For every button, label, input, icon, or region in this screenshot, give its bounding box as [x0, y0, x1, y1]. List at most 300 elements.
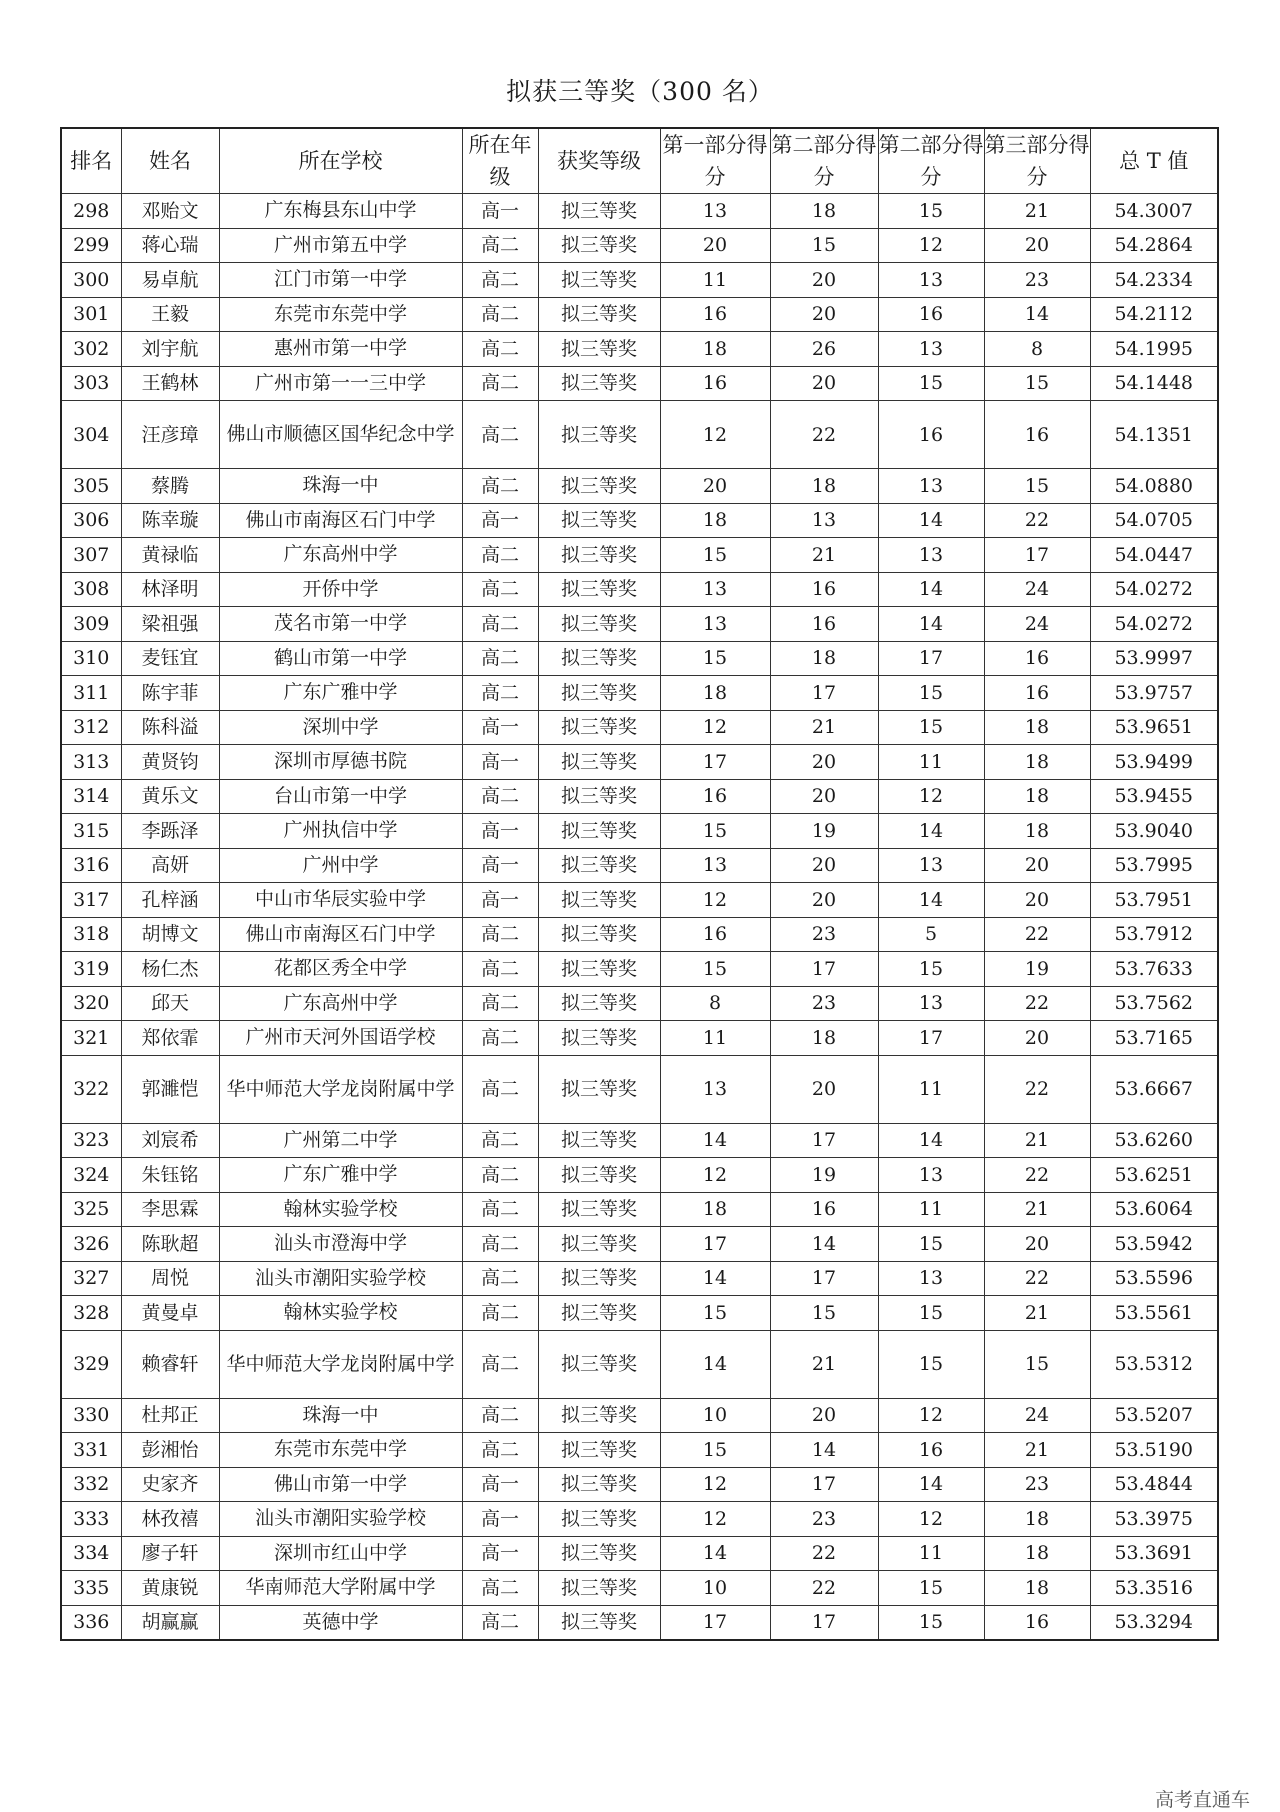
- school-cell: 佛山市第一中学: [219, 1467, 462, 1502]
- total-t-cell: 53.7165: [1090, 1021, 1218, 1056]
- rank-cell: 325: [61, 1192, 121, 1227]
- award-cell: 拟三等奖: [538, 366, 660, 401]
- name-cell: 易卓航: [121, 263, 219, 298]
- award-cell: 拟三等奖: [538, 401, 660, 469]
- award-cell: 拟三等奖: [538, 572, 660, 607]
- total-t-cell: 54.1995: [1090, 332, 1218, 367]
- part3-score-cell: 18: [984, 1502, 1090, 1537]
- name-cell: 刘宇航: [121, 332, 219, 367]
- part2-score-cell: 20: [770, 1055, 878, 1123]
- rank-cell: 320: [61, 986, 121, 1021]
- part2b-score-cell: 15: [878, 1227, 984, 1262]
- school-cell: 广州市第一一三中学: [219, 366, 462, 401]
- award-cell: 拟三等奖: [538, 228, 660, 263]
- award-cell: 拟三等奖: [538, 1330, 660, 1398]
- grade-cell: 高一: [462, 1536, 538, 1571]
- grade-cell: 高二: [462, 538, 538, 573]
- part2-score-cell: 20: [770, 779, 878, 814]
- part2b-score-cell: 13: [878, 469, 984, 504]
- total-t-cell: 53.7912: [1090, 917, 1218, 952]
- part3-score-cell: 16: [984, 1605, 1090, 1640]
- part2-score-cell: 21: [770, 1330, 878, 1398]
- table-row: [61, 1123, 1218, 1158]
- total-t-cell: 53.5596: [1090, 1261, 1218, 1296]
- rank-cell: 335: [61, 1571, 121, 1606]
- part3-score-cell: 21: [984, 1123, 1090, 1158]
- grade-cell: 高二: [462, 1433, 538, 1468]
- table-row: [61, 676, 1218, 711]
- part1-score-cell: 14: [660, 1330, 770, 1398]
- name-cell: 林孜禧: [121, 1502, 219, 1537]
- part2b-score-cell: 14: [878, 814, 984, 849]
- table-row: [61, 332, 1218, 367]
- table-row: [61, 503, 1218, 538]
- part3-score-cell: 17: [984, 538, 1090, 573]
- rank-cell: 303: [61, 366, 121, 401]
- total-t-cell: 53.5561: [1090, 1296, 1218, 1331]
- total-t-cell: 53.5207: [1090, 1398, 1218, 1433]
- total-t-cell: 53.9455: [1090, 779, 1218, 814]
- part1-score-cell: 15: [660, 641, 770, 676]
- rank-cell: 318: [61, 917, 121, 952]
- total-t-cell: 53.9651: [1090, 710, 1218, 745]
- part2-score-cell: 22: [770, 1536, 878, 1571]
- school-cell: 广州执信中学: [219, 814, 462, 849]
- part1-score-cell: 11: [660, 1021, 770, 1056]
- school-cell: 茂名市第一中学: [219, 607, 462, 642]
- part2-score-cell: 23: [770, 1502, 878, 1537]
- part1-score-cell: 16: [660, 779, 770, 814]
- award-cell: 拟三等奖: [538, 297, 660, 332]
- grade-cell: 高二: [462, 641, 538, 676]
- name-cell: 周悦: [121, 1261, 219, 1296]
- table-row: [61, 1227, 1218, 1262]
- total-t-cell: 53.7995: [1090, 848, 1218, 883]
- part2-score-cell: 17: [770, 1261, 878, 1296]
- part1-score-cell: 11: [660, 263, 770, 298]
- table-row: [61, 1605, 1218, 1640]
- table-row: [61, 1261, 1218, 1296]
- name-cell: 黄曼卓: [121, 1296, 219, 1331]
- school-cell: 珠海一中: [219, 469, 462, 504]
- part3-score-cell: 20: [984, 228, 1090, 263]
- part2b-score-cell: 15: [878, 710, 984, 745]
- part1-score-cell: 13: [660, 194, 770, 229]
- award-cell: 拟三等奖: [538, 1502, 660, 1537]
- part2b-score-cell: 16: [878, 1433, 984, 1468]
- name-cell: 赖睿轩: [121, 1330, 219, 1398]
- part2-score-cell: 18: [770, 1021, 878, 1056]
- part2-score-cell: 18: [770, 641, 878, 676]
- part2-score-cell: 26: [770, 332, 878, 367]
- part3-score-cell: 24: [984, 1398, 1090, 1433]
- rank-cell: 324: [61, 1158, 121, 1193]
- name-cell: 陈科溢: [121, 710, 219, 745]
- grade-cell: 高二: [462, 607, 538, 642]
- part2b-score-cell: 13: [878, 1158, 984, 1193]
- table-row: [61, 1536, 1218, 1571]
- part1-score-cell: 17: [660, 1227, 770, 1262]
- rank-cell: 300: [61, 263, 121, 298]
- school-cell: 汕头市澄海中学: [219, 1227, 462, 1262]
- part1-score-cell: 10: [660, 1571, 770, 1606]
- name-cell: 胡赢赢: [121, 1605, 219, 1640]
- award-cell: 拟三等奖: [538, 641, 660, 676]
- name-cell: 朱钰铭: [121, 1158, 219, 1193]
- part1-score-cell: 17: [660, 745, 770, 780]
- part2-score-cell: 13: [770, 503, 878, 538]
- part3-score-cell: 16: [984, 641, 1090, 676]
- rank-cell: 314: [61, 779, 121, 814]
- part3-score-cell: 24: [984, 607, 1090, 642]
- school-cell: 广州市天河外国语学校: [219, 1021, 462, 1056]
- rank-cell: 328: [61, 1296, 121, 1331]
- table-row: [61, 1192, 1218, 1227]
- part3-score-cell: 19: [984, 952, 1090, 987]
- table-row: [61, 745, 1218, 780]
- award-cell: 拟三等奖: [538, 332, 660, 367]
- part3-score-cell: 20: [984, 883, 1090, 918]
- grade-cell: 高一: [462, 745, 538, 780]
- grade-cell: 高二: [462, 986, 538, 1021]
- rank-cell: 336: [61, 1605, 121, 1640]
- award-cell: 拟三等奖: [538, 1021, 660, 1056]
- part2-score-cell: 16: [770, 607, 878, 642]
- table-row: [61, 1502, 1218, 1537]
- school-cell: 翰林实验学校: [219, 1296, 462, 1331]
- part1-score-cell: 18: [660, 676, 770, 711]
- part2b-score-cell: 14: [878, 1467, 984, 1502]
- part3-score-cell: 22: [984, 986, 1090, 1021]
- part2b-score-cell: 13: [878, 1261, 984, 1296]
- school-cell: 佛山市南海区石门中学: [219, 917, 462, 952]
- part2-score-cell: 16: [770, 1192, 878, 1227]
- part2-score-cell: 19: [770, 814, 878, 849]
- grade-cell: 高二: [462, 401, 538, 469]
- rank-cell: 305: [61, 469, 121, 504]
- part1-score-cell: 12: [660, 401, 770, 469]
- table-row: [61, 194, 1218, 229]
- name-cell: 黄禄临: [121, 538, 219, 573]
- name-cell: 王鹤林: [121, 366, 219, 401]
- part3-score-cell: 18: [984, 710, 1090, 745]
- school-cell: 广东梅县东山中学: [219, 194, 462, 229]
- part3-score-cell: 22: [984, 1158, 1090, 1193]
- name-cell: 黄贤钧: [121, 745, 219, 780]
- part2-score-cell: 23: [770, 986, 878, 1021]
- school-cell: 华中师范大学龙岗附属中学: [219, 1330, 462, 1398]
- grade-cell: 高二: [462, 1192, 538, 1227]
- school-cell: 汕头市潮阳实验学校: [219, 1261, 462, 1296]
- table-row: [61, 401, 1218, 469]
- part3-score-cell: 18: [984, 814, 1090, 849]
- rank-cell: 330: [61, 1398, 121, 1433]
- rank-cell: 315: [61, 814, 121, 849]
- rank-cell: 306: [61, 503, 121, 538]
- name-cell: 汪彦璋: [121, 401, 219, 469]
- table-row: [61, 1398, 1218, 1433]
- part2-score-cell: 20: [770, 848, 878, 883]
- grade-cell: 高二: [462, 1123, 538, 1158]
- grade-cell: 高二: [462, 1261, 538, 1296]
- part2-score-cell: 20: [770, 263, 878, 298]
- school-cell: 翰林实验学校: [219, 1192, 462, 1227]
- school-cell: 佛山市南海区石门中学: [219, 503, 462, 538]
- total-t-cell: 53.6667: [1090, 1055, 1218, 1123]
- table-body: [61, 194, 1218, 1641]
- part1-score-cell: 15: [660, 1433, 770, 1468]
- name-cell: 刘宸希: [121, 1123, 219, 1158]
- award-cell: 拟三等奖: [538, 1536, 660, 1571]
- part2b-score-cell: 14: [878, 503, 984, 538]
- name-cell: 孔梓涵: [121, 883, 219, 918]
- table-row: [61, 366, 1218, 401]
- award-cell: 拟三等奖: [538, 883, 660, 918]
- header-col-grade: 所在年级: [462, 128, 538, 194]
- total-t-cell: 54.0447: [1090, 538, 1218, 573]
- name-cell: 廖子轩: [121, 1536, 219, 1571]
- table-row: [61, 263, 1218, 298]
- part2b-score-cell: 15: [878, 194, 984, 229]
- page-title: 拟获三等奖（300 名）: [506, 77, 774, 106]
- part3-score-cell: 22: [984, 1261, 1090, 1296]
- header-col-part1: 第一部分得分: [660, 128, 770, 194]
- award-cell: 拟三等奖: [538, 1605, 660, 1640]
- grade-cell: 高二: [462, 1055, 538, 1123]
- grade-cell: 高一: [462, 814, 538, 849]
- school-cell: 台山市第一中学: [219, 779, 462, 814]
- part2b-score-cell: 11: [878, 745, 984, 780]
- grade-cell: 高二: [462, 366, 538, 401]
- part2-score-cell: 19: [770, 1158, 878, 1193]
- name-cell: 陈幸璇: [121, 503, 219, 538]
- school-cell: 开侨中学: [219, 572, 462, 607]
- school-cell: 广州第二中学: [219, 1123, 462, 1158]
- header-col-part2: 第二部分得分: [770, 128, 878, 194]
- rank-cell: 329: [61, 1330, 121, 1398]
- school-cell: 珠海一中: [219, 1398, 462, 1433]
- total-t-cell: 54.2334: [1090, 263, 1218, 298]
- total-t-cell: 53.6251: [1090, 1158, 1218, 1193]
- name-cell: 邱天: [121, 986, 219, 1021]
- school-cell: 华中师范大学龙岗附属中学: [219, 1055, 462, 1123]
- grade-cell: 高二: [462, 228, 538, 263]
- part2b-score-cell: 12: [878, 779, 984, 814]
- name-cell: 黄康锐: [121, 1571, 219, 1606]
- name-cell: 彭湘怡: [121, 1433, 219, 1468]
- total-t-cell: 53.9757: [1090, 676, 1218, 711]
- grade-cell: 高二: [462, 1330, 538, 1398]
- rank-cell: 332: [61, 1467, 121, 1502]
- part3-score-cell: 22: [984, 917, 1090, 952]
- part2b-score-cell: 14: [878, 883, 984, 918]
- table-row: [61, 228, 1218, 263]
- rank-cell: 313: [61, 745, 121, 780]
- name-cell: 郑依霏: [121, 1021, 219, 1056]
- part1-score-cell: 14: [660, 1536, 770, 1571]
- name-cell: 胡博文: [121, 917, 219, 952]
- rank-cell: 333: [61, 1502, 121, 1537]
- part1-score-cell: 13: [660, 848, 770, 883]
- grade-cell: 高二: [462, 1605, 538, 1640]
- school-cell: 广东高州中学: [219, 986, 462, 1021]
- part1-score-cell: 12: [660, 883, 770, 918]
- award-cell: 拟三等奖: [538, 1296, 660, 1331]
- part2b-score-cell: 13: [878, 986, 984, 1021]
- grade-cell: 高二: [462, 1227, 538, 1262]
- part3-score-cell: 16: [984, 676, 1090, 711]
- rank-cell: 327: [61, 1261, 121, 1296]
- table-row: [61, 710, 1218, 745]
- total-t-cell: 53.6260: [1090, 1123, 1218, 1158]
- part3-score-cell: 21: [984, 1433, 1090, 1468]
- part2-score-cell: 20: [770, 297, 878, 332]
- rank-cell: 298: [61, 194, 121, 229]
- award-cell: 拟三等奖: [538, 194, 660, 229]
- part2b-score-cell: 15: [878, 1605, 984, 1640]
- part2-score-cell: 21: [770, 538, 878, 573]
- award-cell: 拟三等奖: [538, 710, 660, 745]
- part2b-score-cell: 17: [878, 641, 984, 676]
- part3-score-cell: 15: [984, 469, 1090, 504]
- part2b-score-cell: 15: [878, 952, 984, 987]
- part2b-score-cell: 15: [878, 676, 984, 711]
- header-col-part2b: 第二部分得分: [878, 128, 984, 194]
- name-cell: 陈宇菲: [121, 676, 219, 711]
- award-cell: 拟三等奖: [538, 917, 660, 952]
- name-cell: 王毅: [121, 297, 219, 332]
- part2b-score-cell: 11: [878, 1536, 984, 1571]
- school-cell: 广东高州中学: [219, 538, 462, 573]
- part2-score-cell: 17: [770, 952, 878, 987]
- school-cell: 广东广雅中学: [219, 676, 462, 711]
- award-cell: 拟三等奖: [538, 469, 660, 504]
- name-cell: 梁祖强: [121, 607, 219, 642]
- part2-score-cell: 21: [770, 710, 878, 745]
- part1-score-cell: 20: [660, 228, 770, 263]
- part2-score-cell: 20: [770, 1398, 878, 1433]
- part3-score-cell: 18: [984, 745, 1090, 780]
- part1-score-cell: 16: [660, 366, 770, 401]
- part2b-score-cell: 16: [878, 401, 984, 469]
- table-row: [61, 1158, 1218, 1193]
- total-t-cell: 54.0880: [1090, 469, 1218, 504]
- school-cell: 广州市第五中学: [219, 228, 462, 263]
- award-cell: 拟三等奖: [538, 1158, 660, 1193]
- school-cell: 广州中学: [219, 848, 462, 883]
- header-col-name: 姓名: [121, 128, 219, 194]
- rank-cell: 309: [61, 607, 121, 642]
- table-row: [61, 1055, 1218, 1123]
- award-cell: 拟三等奖: [538, 1123, 660, 1158]
- table-header: [61, 128, 1218, 194]
- award-cell: 拟三等奖: [538, 952, 660, 987]
- award-cell: 拟三等奖: [538, 538, 660, 573]
- award-cell: 拟三等奖: [538, 503, 660, 538]
- name-cell: 李思霖: [121, 1192, 219, 1227]
- part1-score-cell: 14: [660, 1123, 770, 1158]
- award-cell: 拟三等奖: [538, 1227, 660, 1262]
- part1-score-cell: 18: [660, 332, 770, 367]
- total-t-cell: 54.1351: [1090, 401, 1218, 469]
- part3-score-cell: 18: [984, 1536, 1090, 1571]
- part1-score-cell: 12: [660, 1502, 770, 1537]
- total-t-cell: 53.9040: [1090, 814, 1218, 849]
- total-t-cell: 53.7562: [1090, 986, 1218, 1021]
- part2b-score-cell: 11: [878, 1055, 984, 1123]
- part1-score-cell: 15: [660, 1296, 770, 1331]
- grade-cell: 高一: [462, 848, 538, 883]
- rank-cell: 334: [61, 1536, 121, 1571]
- school-cell: 汕头市潮阳实验学校: [219, 1502, 462, 1537]
- grade-cell: 高二: [462, 1296, 538, 1331]
- part3-score-cell: 18: [984, 779, 1090, 814]
- table-row: [61, 1433, 1218, 1468]
- school-cell: 中山市华辰实验中学: [219, 883, 462, 918]
- grade-cell: 高二: [462, 779, 538, 814]
- award-cell: 拟三等奖: [538, 263, 660, 298]
- school-cell: 花都区秀全中学: [219, 952, 462, 987]
- table-row: [61, 917, 1218, 952]
- school-cell: 广东广雅中学: [219, 1158, 462, 1193]
- part2-score-cell: 17: [770, 1467, 878, 1502]
- award-cell: 拟三等奖: [538, 1433, 660, 1468]
- part1-score-cell: 8: [660, 986, 770, 1021]
- part2-score-cell: 18: [770, 194, 878, 229]
- part1-score-cell: 10: [660, 1398, 770, 1433]
- part2b-score-cell: 12: [878, 228, 984, 263]
- part3-score-cell: 21: [984, 194, 1090, 229]
- part2b-score-cell: 15: [878, 1571, 984, 1606]
- total-t-cell: 53.3691: [1090, 1536, 1218, 1571]
- school-cell: 深圳中学: [219, 710, 462, 745]
- table-row: [61, 1571, 1218, 1606]
- name-cell: 李跞泽: [121, 814, 219, 849]
- table-row: [61, 779, 1218, 814]
- part2b-score-cell: 13: [878, 332, 984, 367]
- table-row: [61, 814, 1218, 849]
- part2b-score-cell: 13: [878, 263, 984, 298]
- table-row: [61, 469, 1218, 504]
- name-cell: 林泽明: [121, 572, 219, 607]
- total-t-cell: 53.9997: [1090, 641, 1218, 676]
- part3-score-cell: 18: [984, 1571, 1090, 1606]
- rank-cell: 326: [61, 1227, 121, 1262]
- part3-score-cell: 23: [984, 1467, 1090, 1502]
- total-t-cell: 54.0272: [1090, 607, 1218, 642]
- total-t-cell: 54.1448: [1090, 366, 1218, 401]
- part2b-score-cell: 12: [878, 1398, 984, 1433]
- award-cell: 拟三等奖: [538, 986, 660, 1021]
- total-t-cell: 53.7951: [1090, 883, 1218, 918]
- header-col-part3: 第三部分得分: [984, 128, 1090, 194]
- rank-cell: 302: [61, 332, 121, 367]
- header-col-total: 总 T 值: [1090, 128, 1218, 194]
- school-cell: 深圳市厚德书院: [219, 745, 462, 780]
- school-cell: 江门市第一中学: [219, 263, 462, 298]
- part1-score-cell: 18: [660, 1192, 770, 1227]
- name-cell: 陈耿超: [121, 1227, 219, 1262]
- school-cell: 英德中学: [219, 1605, 462, 1640]
- table-row: [61, 1467, 1218, 1502]
- total-t-cell: 53.5190: [1090, 1433, 1218, 1468]
- part2-score-cell: 23: [770, 917, 878, 952]
- part2b-score-cell: 13: [878, 538, 984, 573]
- part2b-score-cell: 15: [878, 1330, 984, 1398]
- grade-cell: 高二: [462, 1398, 538, 1433]
- grade-cell: 高二: [462, 469, 538, 504]
- header-col-rank: 排名: [61, 128, 121, 194]
